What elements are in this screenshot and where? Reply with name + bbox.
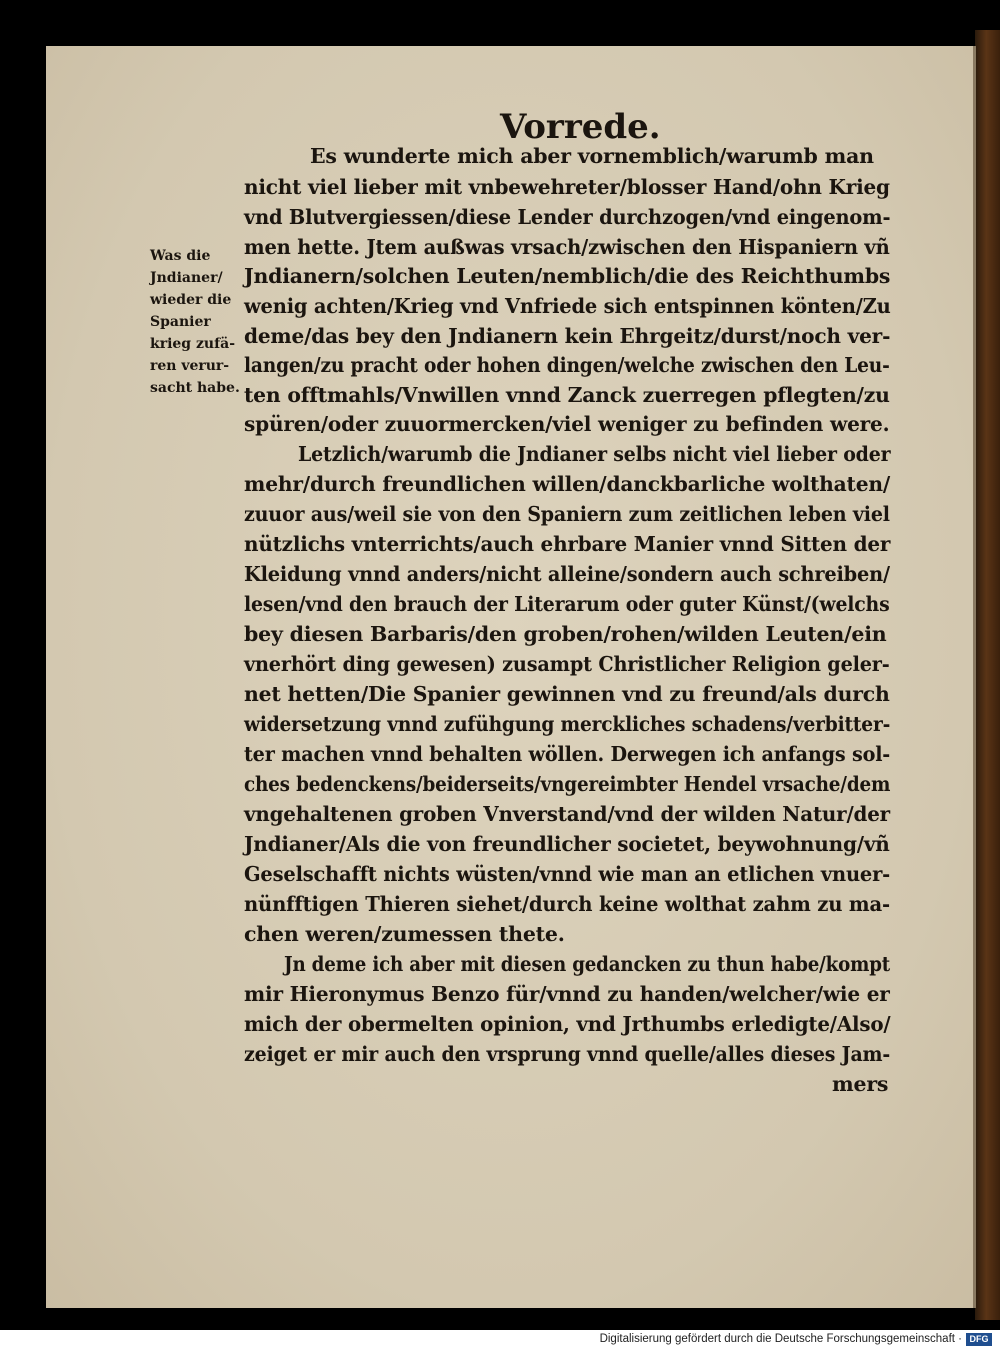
marginal-note-line: ren verur- [150,358,230,374]
text-line: ches bedenckens/beiderseits/vngereimbter Hendel vrsache/dem [244,772,891,796]
text-line: Letzlich/warumb die Jndianer selbs nicht viel lieber oder [298,442,891,466]
text-line: Geselschafft nichts wüsten/vnnd wie man an etlichen vnuer- [244,862,891,886]
text-line: men hette. Jtem außwas vrsach/zwischen den Hispaniern vñ [244,235,890,259]
text-line: nützlichs vnterrichts/auch ehrbare Manier vnnd Sitten der [244,532,891,556]
text-line: mir Hieronymus Benzo für/vnnd zu handen/welcher/wie er [244,982,890,1006]
text-line: mehr/durch freundlichen willen/danckbarliche wolthaten/ [244,472,891,496]
text-line: Kleidung vnnd anders/nicht alleine/sondern auch schreiben/ [244,562,890,586]
text-line: ter machen vnnd behalten wöllen. Derwegen ich anfangs sol- [244,742,891,766]
text-line: zuuor aus/weil sie von den Spaniern zum zeitlichen leben viel [244,502,890,526]
text-line: nünfftigen Thieren siehet/durch keine wolthat zahm zu ma- [244,892,890,916]
text-line: Jn deme ich aber mit diesen gedancken zu thun habe/kompt [284,952,891,976]
text-line: vnd Blutvergiessen/diese Lender durchzogen/vnd eingenom- [244,205,891,229]
funding-credit: Digitalisierung gefördert durch die Deutsche Forschungsgemeinschaft · [599,1333,962,1345]
text-line: spüren/oder zuuormercken/viel weniger zu befinden were. [244,412,890,436]
text-line: Jndianer/Als die von freundlicher societet, beywohnung/vñ [244,832,890,856]
text-line: bey diesen Barbaris/den groben/rohen/wilden Leuten/ein [244,622,887,646]
footer-bar [0,1330,1000,1349]
text-line: wenig achten/Krieg vnd Vnfriede sich entspinnen könten/Zu [244,294,891,318]
page-heading: Vorrede. [500,107,661,147]
marginal-note-line: sacht habe. [150,380,240,396]
marginal-note-line: Spanier [150,314,211,330]
text-line: chen weren/zumessen thete. [244,922,565,946]
text-line: lesen/vnd den brauch der Literarum oder guter Künst/(welchs [244,592,890,616]
text-line: langen/zu pracht oder hohen dingen/welche zwischen den Leu- [244,353,890,377]
text-line: nicht viel lieber mit vnbewehreter/blosser Hand/ohn Krieg [244,175,890,199]
book-spine-edge [975,30,1000,1320]
text-line: net hetten/Die Spanier gewinnen vnd zu freund/als durch [244,682,890,706]
text-line: ten offtmahls/Vnwillen vnnd Zanck zuerregen pflegten/zu [244,383,890,407]
dfg-logo: DFG [966,1333,992,1346]
text-line: Es wunderte mich aber vornemblich/warumb man [310,144,874,168]
text-line: widersetzung vnnd zufühgung merckliches schadens/verbitter- [244,712,891,736]
text-line: mich der obermelten opinion, vnd Jrthumbs erledigte/Also/ [244,1012,891,1036]
marginal-note-line: wieder die [150,292,232,308]
text-line: zeiget er mir auch den vrsprung vnnd quelle/alles dieses Jam- [244,1042,891,1066]
text-line: vngehaltenen groben Vnverstand/vnd der wilden Natur/der [244,802,890,826]
text-line: Jndianern/solchen Leuten/nemblich/die des Reichthumbs [244,264,891,288]
marginal-note-line: Was die [150,248,211,264]
catchword: mers [832,1072,889,1096]
marginal-note-line: Jndianer/ [150,270,223,286]
marginal-note-line: krieg zufä- [150,336,235,352]
text-line: vnerhört ding gewesen) zusampt Christlicher Religion geler- [244,652,890,676]
text-line: deme/das bey den Jndianern kein Ehrgeitz/durst/noch ver- [244,324,891,348]
